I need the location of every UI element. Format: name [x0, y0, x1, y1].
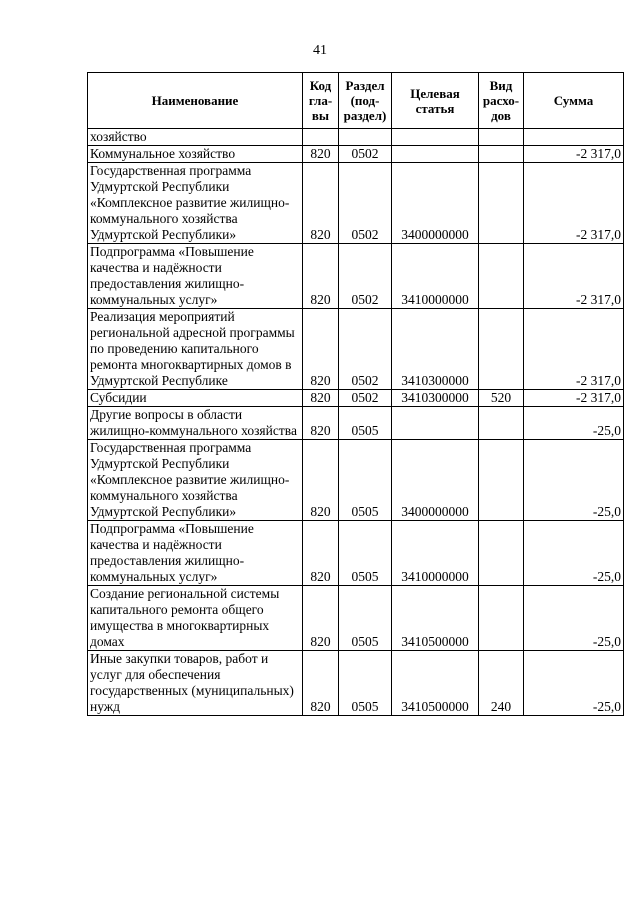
row-sum: -2 317,0 [524, 244, 624, 309]
table-row [88, 586, 624, 651]
row-code: 820 [303, 146, 339, 163]
row-sum: -2 317,0 [524, 390, 624, 407]
table-row [88, 244, 624, 309]
table-row [88, 163, 624, 244]
row-section: 0502 [339, 146, 392, 163]
row-type [479, 129, 524, 146]
row-type [479, 163, 524, 244]
row-code: 820 [303, 440, 339, 521]
row-name: Подпрограмма «Повышение качества и надёжности предоставления жилищно-коммунальных услуг» [88, 521, 303, 586]
row-target: 3400000000 [392, 440, 479, 521]
table-row [88, 651, 624, 716]
table-row [88, 309, 624, 390]
row-sum: -2 317,0 [524, 309, 624, 390]
row-sum: -25,0 [524, 407, 624, 440]
table-header-row [88, 73, 624, 129]
row-target: 3410000000 [392, 244, 479, 309]
table-row [88, 146, 624, 163]
table-row [88, 407, 624, 440]
row-sum: -25,0 [524, 586, 624, 651]
row-section: 0502 [339, 390, 392, 407]
row-sum: -25,0 [524, 651, 624, 716]
row-sum: -2 317,0 [524, 146, 624, 163]
row-name: Государственная программа Удмуртской Республики «Комплексное развитие жилищно-коммунального хозяйства Удмуртской Республики» [88, 163, 303, 244]
row-section: 0505 [339, 586, 392, 651]
row-target [392, 146, 479, 163]
table-row [88, 390, 624, 407]
header-target-item: Целевая статья [392, 73, 479, 129]
row-target [392, 407, 479, 440]
row-target: 3410000000 [392, 521, 479, 586]
row-section: 0502 [339, 309, 392, 390]
row-type [479, 309, 524, 390]
table-row [88, 521, 624, 586]
row-type [479, 521, 524, 586]
row-section: 0505 [339, 521, 392, 586]
row-name: Другие вопросы в области жилищно-коммунального хозяйства [88, 407, 303, 440]
row-name: хозяйство [88, 129, 303, 146]
row-name: Субсидии [88, 390, 303, 407]
row-name: Коммунальное хозяйство [88, 146, 303, 163]
row-section: 0502 [339, 244, 392, 309]
row-code [303, 129, 339, 146]
row-type: 240 [479, 651, 524, 716]
budget-table [87, 72, 624, 716]
row-code: 820 [303, 309, 339, 390]
row-name: Государственная программа Удмуртской Республики «Комплексное развитие жилищно-коммунального хозяйства Удмуртской Республики» [88, 440, 303, 521]
table-row [88, 440, 624, 521]
row-type [479, 407, 524, 440]
row-code: 820 [303, 163, 339, 244]
row-target: 3410500000 [392, 651, 479, 716]
header-section: Раздел (под-раздел) [339, 73, 392, 129]
header-expense-type: Вид расхо-дов [479, 73, 524, 129]
header-amount: Сумма [524, 73, 624, 129]
row-code: 820 [303, 244, 339, 309]
row-name: Иные закупки товаров, работ и услуг для обеспечения государственных (муниципальных) нужд [88, 651, 303, 716]
row-sum: -2 317,0 [524, 163, 624, 244]
row-target: 3410300000 [392, 309, 479, 390]
row-target: 3400000000 [392, 163, 479, 244]
row-section: 0505 [339, 407, 392, 440]
header-chapter-code: Код гла-вы [303, 73, 339, 129]
row-target: 3410300000 [392, 390, 479, 407]
row-section: 0505 [339, 651, 392, 716]
row-code: 820 [303, 521, 339, 586]
table-row [88, 129, 624, 146]
row-type [479, 244, 524, 309]
row-sum: -25,0 [524, 440, 624, 521]
row-code: 820 [303, 407, 339, 440]
row-type: 520 [479, 390, 524, 407]
row-sum [524, 129, 624, 146]
row-type [479, 146, 524, 163]
row-code: 820 [303, 586, 339, 651]
row-target: 3410500000 [392, 586, 479, 651]
row-code: 820 [303, 651, 339, 716]
row-name: Создание региональной системы капитального ремонта общего имущества в многоквартирных домах [88, 586, 303, 651]
header-name: Наименование [88, 73, 303, 129]
row-type [479, 586, 524, 651]
page-number: 41 [313, 43, 327, 58]
row-section: 0502 [339, 163, 392, 244]
row-name: Реализация мероприятий региональной адресной программы по проведению капитального ремонта многоквартирных домов в Удмуртской Республике [88, 309, 303, 390]
row-section: 0505 [339, 440, 392, 521]
row-target [392, 129, 479, 146]
row-sum: -25,0 [524, 521, 624, 586]
row-code: 820 [303, 390, 339, 407]
row-type [479, 440, 524, 521]
row-name: Подпрограмма «Повышение качества и надёжности предоставления жилищно-коммунальных услуг» [88, 244, 303, 309]
row-section [339, 129, 392, 146]
